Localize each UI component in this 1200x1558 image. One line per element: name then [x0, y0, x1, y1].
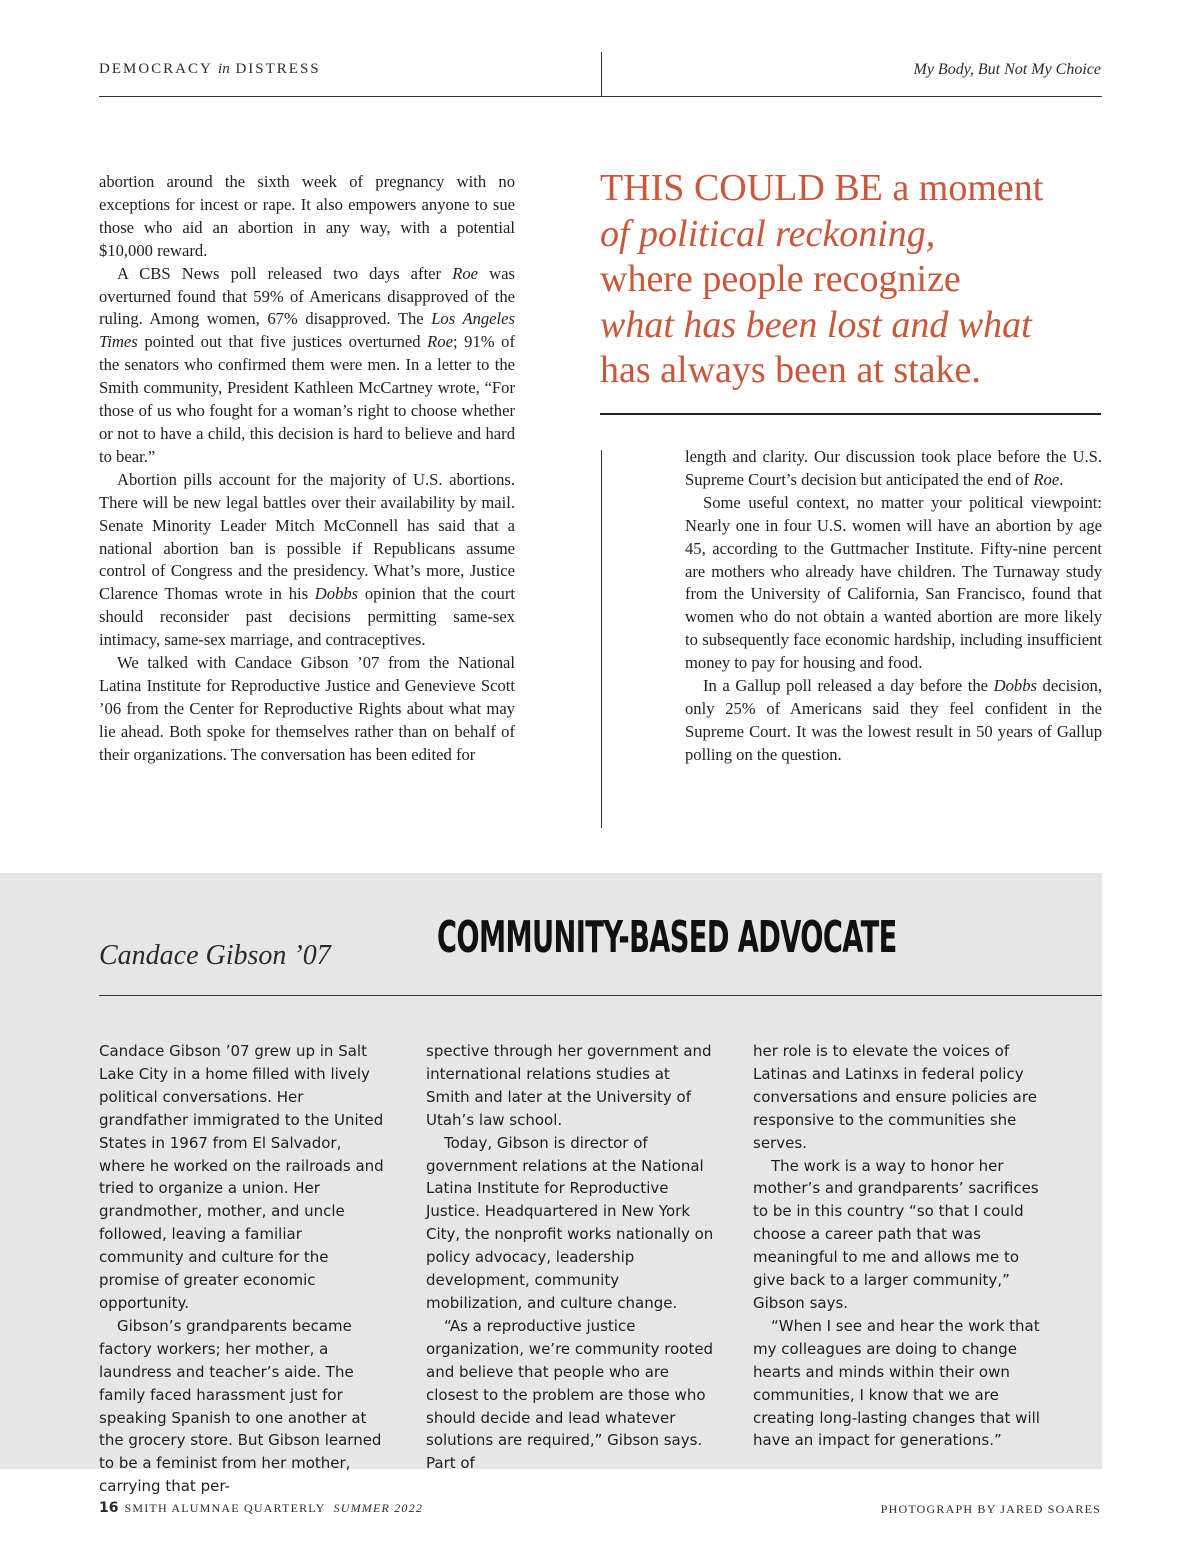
- left-paragraph-3: Abortion pills account for the majority of U.S. abortions. There will be new legal battles over their availability by mail. Senate Minority Leader Mitch McConnell has said that a national abortion ban is possible if Republicans assume control of Congress and the presidency. What’s more, Justice Clarence Thomas wrote in his Dobbs opinion that the court should reconsider past decisions permitting same-sex intimacy, same-sex marriage, and contraceptives.: [99, 469, 515, 650]
- profile-paragraph: The work is a way to honor her mother’s and grandparents’ sacrifices to be in this country “so that I could choose a career path that was meaningful to me and allows me to give back to a larger community,” Gibson says.: [753, 1156, 1039, 1312]
- profile-paragraph: “When I see and hear the work that my colleagues are doing to change hearts and minds within their own communities, I know that we are creating long-lasting changes that will have an impact for generations.”: [753, 1316, 1040, 1450]
- profile-column-1: [99, 1040, 391, 1498]
- profile-heading: COMMUNITY-BASED ADVOCATE: [437, 912, 897, 963]
- left-paragraph-2: A CBS News poll released two days after Roe was overturned found that 59% of Americans disapproved of the ruling. Among women, 67% disapproved. The Los Angeles Times pointed out that five justices overturned Roe; 91% of the senators who confirmed them were men. In a letter to the Smith community, President Kathleen McCartney wrote, “For those of us who fought for a woman’s right to choose whether or not to have a child, this decision is hard to believe and hard to bear.”: [99, 263, 515, 466]
- right-paragraph-3: In a Gallup poll released a day before the Dobbs decision, only 25% of Americans said they feel confident in the Supreme Court. It was the lowest result in 50 years of Gallup polling on the question.: [685, 676, 1102, 764]
- header-divider: [601, 52, 602, 96]
- footer-folio: [99, 1500, 423, 1516]
- section-word-1: DEMOCRACY: [99, 61, 213, 77]
- profile-column-3: [753, 1040, 1045, 1452]
- page-number: 16: [99, 1500, 119, 1516]
- left-paragraph-1: abortion around the sixth week of pregnancy with no exceptions for incest or rape. It also empowers anyone to sue those who aid an abortion in any way, with a potential $10,000 reward.: [99, 172, 515, 260]
- issue-date: SUMMER 2022: [333, 1501, 424, 1515]
- photo-credit: PHOTOGRAPH BY JARED SOARES: [880, 1502, 1101, 1516]
- right-column-bar: [601, 450, 602, 828]
- section-word-2: DISTRESS: [235, 61, 321, 77]
- pull-quote-rule: [600, 413, 1101, 415]
- publication-name: SMITH ALUMNAE QUARTERLY: [124, 1501, 326, 1515]
- pull-quote-line-4: what has been lost and what: [600, 303, 1032, 346]
- left-paragraph-4: We talked with Candace Gibson ’07 from the National Latina Institute for Reproductive Justice and Genevieve Scott ’06 from the Center for Reproductive Rights about what may lie ahead. Both spoke for themselves rather than on behalf of their organizations. The conversation has been edited for: [99, 653, 515, 764]
- right-paragraph-1: length and clarity. Our discussion took place before the U.S. Supreme Court’s decision but anticipated the end of Roe.: [685, 447, 1102, 489]
- right-paragraph-2: Some useful context, no matter your political viewpoint: Nearly one in four U.S. women will have an abortion by age 45, according to the Guttmacher Institute. Fifty-nine percent are mothers who already have children. The Turnaway study from the University of California, San Francisco, found that women who do not obtain a wanted abortion are more likely to subsequently face economic hardship, including insufficient money to pay for housing and food.: [685, 492, 1102, 673]
- pull-quote-line-3: where people recognize: [600, 258, 961, 300]
- profile-paragraph: Today, Gibson is director of government relations at the National Latina Institute for Reproductive Justice. Headquartered in New York City, the nonprofit works nationally on policy advocacy, leadership development, community mobilization, and culture change.: [426, 1133, 714, 1312]
- profile-paragraph: her role is to elevate the voices of Latinas and Latinxs in federal policy conversations and ensure policies are responsive to the communities she serves.: [753, 1042, 1037, 1152]
- pull-quote-line-2: of political reckoning,: [600, 212, 936, 255]
- section-title: [99, 61, 321, 78]
- profile-name: Candace Gibson ’07: [99, 940, 331, 971]
- left-column: [99, 171, 515, 767]
- pull-quote-line-1: THIS COULD BE a moment: [600, 167, 1044, 209]
- header-rule: [99, 96, 1102, 97]
- section-word-in: in: [218, 61, 230, 77]
- profile-paragraph: Candace Gibson ’07 grew up in Salt Lake City in a home filled with lively political conversations. Her grandfather immigrated to the United States in 1967 from El Salvador, where he worked on the railroads and tried to organize a union. Her grandmother, mother, and uncle followed, leaving a familiar community and culture for the promise of greater economic opportunity.: [99, 1042, 384, 1312]
- pull-quote-line-5: has always been at stake.: [600, 349, 981, 391]
- article-title: My Body, But Not My Choice: [913, 61, 1101, 78]
- profile-column-2: [426, 1040, 718, 1475]
- pull-quote: [600, 166, 1105, 394]
- profile-rule: [99, 995, 1102, 996]
- profile-paragraph: spective through her government and international relations studies at Smith and later at the University of Utah’s law school.: [426, 1042, 712, 1129]
- profile-paragraph: “As a reproductive justice organization, we’re community rooted and believe that people who are closest to the problem are those who should decide and lead whatever solutions are required,” Gibson says. Part of: [426, 1316, 714, 1473]
- right-column: [685, 446, 1102, 767]
- profile-paragraph: Gibson’s grandparents became factory workers; her mother, a laundress and teacher’s aide. The family faced harassment just for speaking Spanish to one another at the grocery store. But Gibson learned to be a feminist from her mother, carrying that per-: [99, 1316, 382, 1496]
